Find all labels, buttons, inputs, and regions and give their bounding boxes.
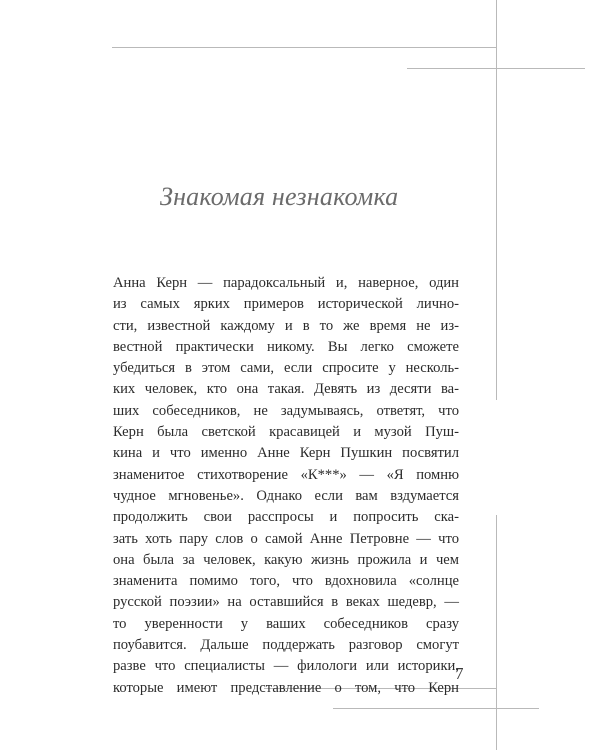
text-line: вестной практически никому. Вы легко сможете <box>113 338 459 355</box>
vertical-rule-bottom <box>496 515 497 750</box>
page-number: 7 <box>455 664 464 683</box>
text-line: она была за человек, какую жизнь прожила и чем <box>113 551 459 568</box>
bottom-rule-lower <box>333 708 539 709</box>
text-line: Керн была светской красавицей и музой Пуш- <box>113 424 459 441</box>
text-line: Анна Керн — парадоксальный и, наверное, один <box>113 275 459 291</box>
text-line: зать хоть пару слов о самой Анне Петровне — что <box>113 530 459 547</box>
text-line: знаменита помимо того, что вдохновила «солнце <box>113 573 459 590</box>
top-rule-left <box>112 47 497 48</box>
text-line: продолжить свои расспросы и попросить ска- <box>113 509 459 526</box>
text-line: которые имеют представление о том, что Керн <box>113 679 459 696</box>
text-line: ших собеседников, не задумываясь, ответят, что <box>113 402 459 419</box>
text-line: кина и что именно Анне Керн Пушкин посвятил <box>113 445 459 462</box>
text-line: ких человек, кто она такая. Девять из десяти ва- <box>113 381 459 398</box>
text-line: поубавится. Дальше поддержать разговор смогут <box>113 637 459 654</box>
text-line: разве что специалисты — филологи или историки, <box>113 658 459 675</box>
text-line: знаменитое стихотворение «К***» — «Я помню <box>113 466 459 483</box>
text-line: убедиться в этом сами, если спросите у несколь- <box>113 360 459 377</box>
text-line: то уверенности у ваших собеседников сразу <box>113 615 459 632</box>
text-line: сти, известной каждому и в то же время не из- <box>113 317 459 334</box>
vertical-rule-top <box>496 0 497 400</box>
text-line: русской поэзии» на оставшийся в веках шедевр, — <box>113 594 459 611</box>
text-line: из самых ярких примеров исторической лично- <box>113 296 459 313</box>
text-line: чудное мгновенье». Однако если вам вздумается <box>113 487 459 504</box>
chapter-title: Знакомая незнакомка <box>160 182 399 211</box>
body-text <box>113 273 459 699</box>
